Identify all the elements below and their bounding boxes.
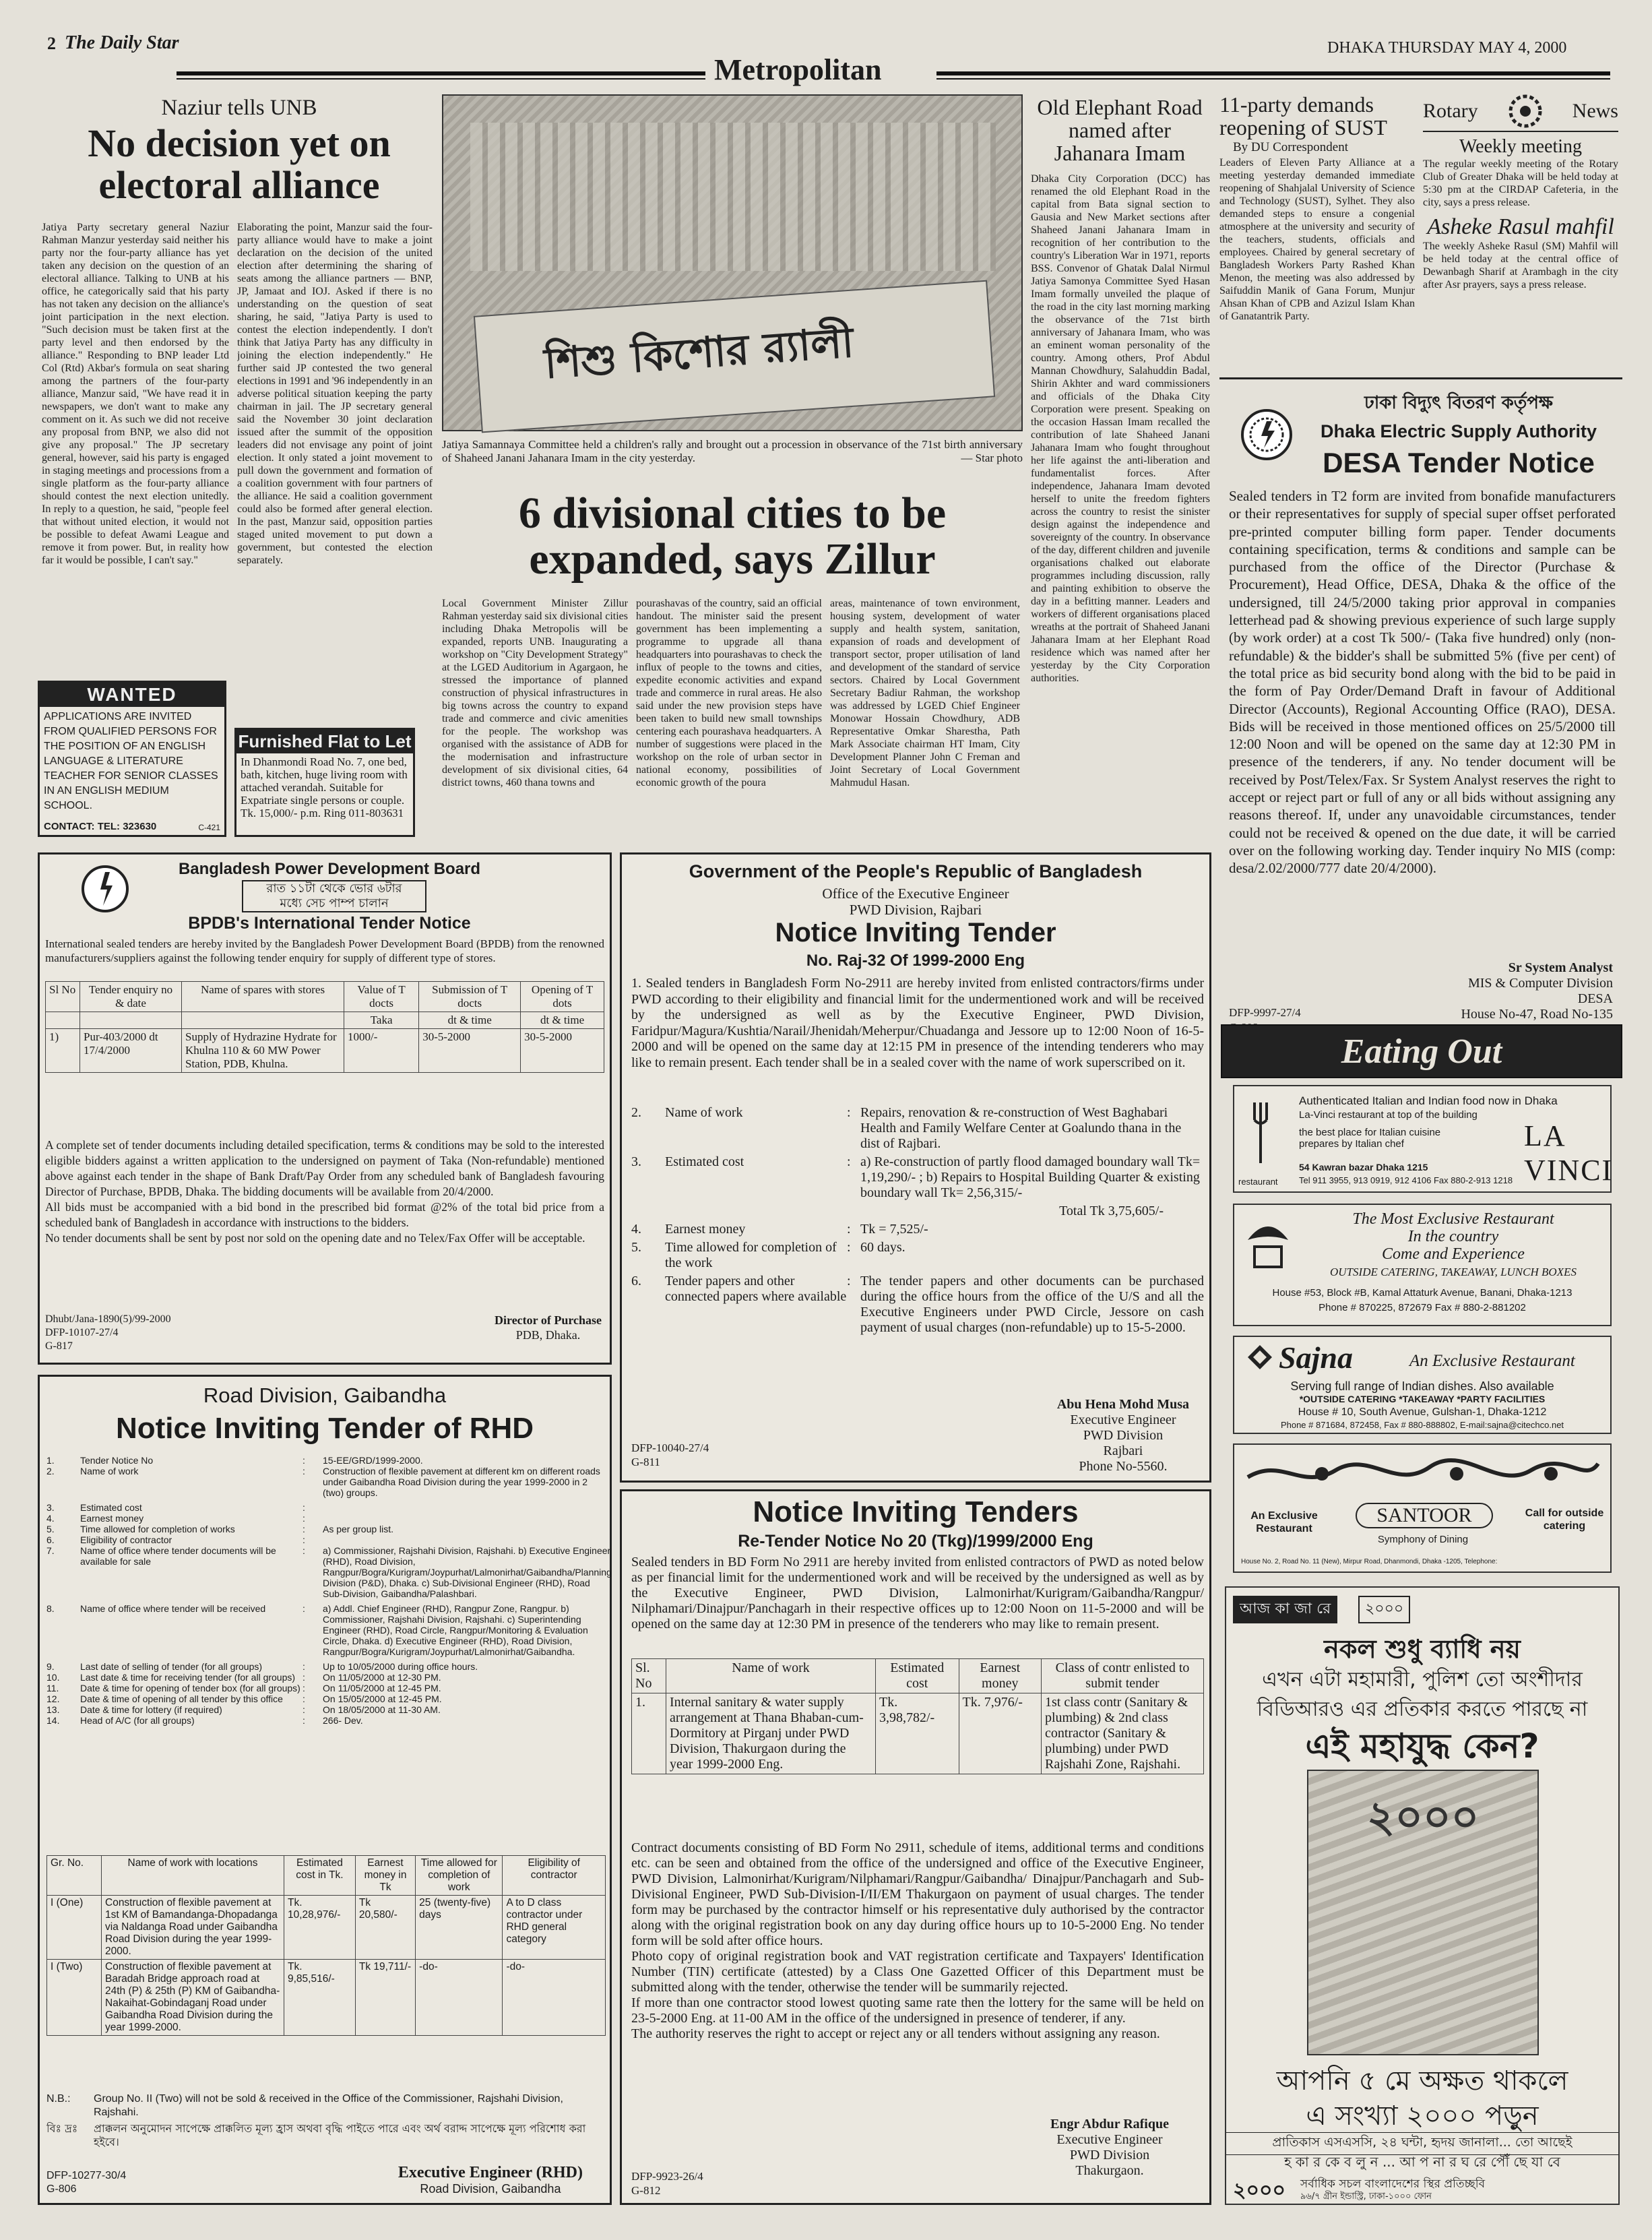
notice-para: 1. Sealed tenders in Bangladesh Form No-2911 are hereby invited from enlisted contractors/firms under PWD according to their eligibility and financial limit for the undermentioned work and will be received by the undersigned as well as by the Executive Engineer, PWD Division, Faridpur/Magura/Kushtia/Narail/Jhenidah/Meherpur/Chuadanga and Jessore up to 12:00 Noon of 16-5-2000 and will be opened on the same day at 12:15 PM in presence of the intending tenderers who may like to remain present. Each tender shall be in a sealed cover with the name of work superscribed on it.: [631, 976, 1204, 1070]
bpdb-bangla-slogan: রাত ১১টা থেকে ভোর ৬টার মধ্যে সেচ পাম্প চালান: [242, 880, 426, 912]
rhd-signer-place: Road Division, Gaibandha: [420, 2182, 561, 2196]
santoor-right: Call for outside catering: [1525, 1507, 1604, 1532]
paper-name: The Daily Star: [65, 32, 179, 53]
lavinci-addr: 54 Kawran bazar Dhaka 1215: [1299, 1162, 1428, 1173]
desa-title: DESA Tender Notice: [1323, 447, 1595, 478]
page-number: 2: [47, 34, 56, 53]
notice-ref: DFP-9923-26/4: [631, 2170, 703, 2183]
rhd-ref: DFP-10277-30/4: [46, 2170, 127, 2181]
table-subheader: Taka: [344, 1012, 419, 1029]
notice-ref: DFP-10040-27/4: [631, 1441, 709, 1454]
shahnaz-ad: [1233, 1204, 1612, 1326]
notice-title: Notice Inviting Tenders: [753, 1495, 1079, 1528]
story-headline: No decision yet on electoral alliance: [88, 121, 391, 207]
notice-number: No. Raj-32 Of 1999-2000 Eng: [806, 952, 1025, 970]
fork-icon: [1250, 1096, 1271, 1170]
story-column: Dhaka City Corporation (DCC) has renamed the old Elephant Road in the capital from Bata signal section to Gausia and New Market sections after Shaheed Janani Jahanara Imam in recognition of her contribution to the country's Liberation War in 1971, reports BSS. Convenor of Ghatak Dalal Nirmul Jatiya Samonya Committee Syed Hasan Imam formally unveiled the plaque of the road in the city last morning marking the observance of the 71st birth anniversary of Jahanara Imam, who was an eminent woman personality of the country. Among others, Prof Abdul Mannan Chowdhury, Salahuddin Badal, Shirin Akhter and ward commissioners and officials of the Dhaka City Corporation were present. Speaking on the occasion Hassan Imam recalled the contribution of late Shaheed Janani Jahanara Imam who fought throughout her life against the anti-liberation and fundamentalist forces. After independence, Jahanara Imam devoted herself to unite the freedom fighters across the country to resist the sinister design against the independence and sovereignty of the country. In observance of the day, different children and juvenile organisations chalked out elaborate programmes including discussion, rally and painting exhibition to observe the day in a befitting manner. Leaders and workers of different organisations placed wreaths at the portrait of Shaheed Janani Jahanara Imam at her Elephant Road residence which was named after her yesterday by the City Corporation authorities.: [1031, 173, 1210, 684]
shahnaz-phone: Phone # 870225, 872679 Fax # 880-2-881202: [1319, 1302, 1526, 1313]
dateline: DHAKA THURSDAY MAY 4, 2000: [1327, 39, 1567, 57]
desa-bangla-title: ঢাকা বিদ্যুৎ বিতরণ কর্তৃপক্ষ: [1364, 393, 1553, 413]
desa-logo-icon: [1240, 408, 1294, 462]
story-kicker: Naziur tells UNB: [161, 96, 317, 120]
bpdb-table: [45, 981, 604, 1073]
santoor-sub: Symphony of Dining: [1377, 1534, 1469, 1545]
year-tag: ২০০০: [1358, 1596, 1410, 1623]
signer-place: Rajbari: [1103, 1443, 1143, 1458]
table-header: Class of contr enlisted to submit tender: [1042, 1659, 1204, 1693]
bpdb-title: BPDB's International Tender Notice: [188, 914, 471, 933]
santoor-left: An Exclusive Restaurant: [1250, 1510, 1318, 1534]
desa-body: Sealed tenders in T2 form are invited from bonafide manufacturers or their representatives for supply of special super offset perforated pre-printed computer billing form paper. Tender documents containing specification, terms & conditions and sample can be purchased from the office of the Director (Purchase & Procurement), Head Office, DESA, Dhaka & the office of the undersigned, till 24/5/2000 taking prior approval in companies letterhead pad & showing previous experience of such large supply (by work order) at a cost Tk 500/- (Taka five hundred) only (non-refundable) & the bidder's shall be submitted 5% (five per cent) of the total price as bid security bond along with the bid to be paid in the form of Pay Order/Demand Draft in favour of Additional Director (Accounts), Regional Accounting Office (RAO), DESA. Bids will be received in those mentioned offices on 25/5/2000 till 12:00 Noon and will be opened on the same day at 12:30 PM in presence of the tenderers, if any. No tender document will be received by Post/Telex/Fax. Sr System Analyst reserves the right to accept or reject part or full of any or all bids without assigning any reasons thereof. If, under any unavoidable circumstances, tender could not be received & opened on the due date, it will be carried over on the following working day. Tender inquiry No MIS (comp: desa/2.02/2000/777 date 20/4/2000).: [1229, 488, 1616, 877]
table-header: Eligibility of contractor: [503, 1856, 606, 1896]
list-item: 13. Date & time for lottery (if required) : On 18/05/2000 at 11-30 AM.: [46, 1704, 441, 1715]
table-header: Gr. No.: [47, 1856, 102, 1896]
eating-out-banner: [1221, 1024, 1622, 1078]
notice-para: Sealed tenders in BD Form No 2911 are hereby invited from enlisted contractors of PWD as noted below as per financial limit for the undermentioned work and will be received by the undersigned as well as by the Executive Engineer, PWD Division, Lalmonirhat/Kurigram/Gaibandha/Rangpur/ Nilphamari/Dinajpur/Panchagarh in their respective offices up to 12:00 Noon on 11-5-2000 and will be opened on the same day at 12:30 PM in presence of the tenderers who may like to remain present.: [631, 1555, 1204, 1631]
headline-line: এ সংখ্যা ২০০০ পড়ুন: [1306, 2101, 1539, 2132]
list-item: 14. Head of A/C (for all groups) : 266- Dev.: [46, 1715, 363, 1726]
list-item: 9. Last date of selling of tender (for all groups) : Up to 10/05/2000 during office hours.: [46, 1661, 478, 1672]
rotary-meeting-title: Weekly meeting: [1459, 136, 1582, 157]
table-header: Opening of T dots: [521, 982, 604, 1012]
signer-place: Thakurgaon.: [1075, 2163, 1144, 2178]
signer-title: Executive Engineer: [1070, 1412, 1176, 1427]
table-row: 1. Internal sanitary & water supply arrangement at Thana Bhaban-cum-Dormitory at Pirganj under PWD Division, Thakurgaon during the year 1999-2000 Eng. Tk. 3,98,782/- Tk. 7,976/- 1st class contr (Sanitary & plumbing) & 2nd class contractor (Sanitary & plumbing) under PWD Rajshahi Zone, Rajshahi.: [632, 1693, 1204, 1774]
table-header: Tender enquiry no & date: [80, 982, 182, 1012]
footer-text: সর্বাধিক সচল বাংলাদেশের স্থির প্রতিচ্ছবি: [1300, 2177, 1486, 2191]
signer-phone: Phone No-5560.: [1079, 1459, 1168, 1474]
section-title: Metropolitan: [714, 53, 882, 86]
story-column: Elaborating the point, Manzur said the four-party alliance would have to make a joint declaration on the decision of the united election after determining the sharing of seats among the alliance partners — BNP, JP, Jamaat and IOJ. Asked if there is no understanding on the question of seat sharing, he said, "Jatiya Party is used to contest the election independently. I don't think that Jatiya Party has any difficulty in joining the election independently." He further said JP contested the two general elections in 1991 and '96 independently in an adverse political situation keeping the party chairman in jail. The JP secretary general said the November 30 joint declaration issued after the summit of the opposition leaders did not envisage any point of joint election. It only stated a joint movement to pull down the government and formation of a coalition government with four partners of the alliance. He said a coalition government could also be formed after general election. In the past, Manzur said, opposition parties staged united movement to put down a government, but contested the election separately.: [237, 222, 433, 566]
table-header: Name of work with locations: [102, 1856, 284, 1896]
sajna-tagline: An Exclusive Restaurant: [1409, 1352, 1575, 1370]
bpdb-code: G-817: [45, 1340, 73, 1352]
table-header: Name of spares with stores: [182, 982, 344, 1012]
rhd-group-table: [46, 1855, 606, 2036]
rotary-wheel-icon: [1508, 94, 1542, 128]
table-row: I (Two) Construction of flexible pavement at Baradah Bridge approach road at 24th (P) & 25th (P) KM of Gaibandha-Nakaihat-Gobindaganj Road under Gaibandha Road Division during the year 1999-2000. Tk. 9,85,516/- Tk 19,711/- -do- -do-: [47, 1960, 606, 2036]
desa-authority: Dhaka Electric Supply Authority: [1320, 421, 1597, 441]
rally-photo: [442, 94, 1023, 431]
bpdb-board: Bangladesh Power Development Board: [178, 860, 481, 878]
photo-caption: Jatiya Samannaya Committee held a children's rally and brought out a procession in observance of the 71st birth anniversary of Shaheed Janani Jahanara Imam in the city yesterday. — Star photo: [442, 438, 1023, 464]
table-subheader: dt & time: [521, 1012, 604, 1029]
rhd-division: Road Division, Gaibandha: [203, 1383, 447, 1407]
list-item: 4. Earnest money : Tk = 7,525/-: [631, 1222, 928, 1237]
desa-signer-addr: House No-47, Road No-135: [1461, 1007, 1613, 1022]
signer-dept: PWD Division: [1069, 2148, 1150, 2163]
headline-line: এখন এটা মহামারী, পুলিশ তো অংশীদার: [1262, 1668, 1583, 1691]
bangla-note: বিঃ দ্রঃ প্রাক্কলন অনুমোদন সাপেক্ষে প্রাক্কলিত মূল্য হ্রাস অথবা বৃদ্ধি পাইতে পারে এবং অর্থ বরাদ্দ সাপেক্ষে মূল্য পরিশোধ করা হইবে।: [46, 2122, 586, 2148]
table-header: Submission of T docts: [419, 982, 521, 1012]
nb-note: N.B.: Group No. II (Two) will not be sold & received in the Office of the Commissioner, Rajshahi Division, Rajshahi.: [46, 2093, 563, 2118]
story-headline: 11-party demands reopening of SUST: [1219, 92, 1387, 139]
notice-para: The authority reserves the right to accept or reject any or all tenders without assigning any reason.: [631, 2026, 1160, 2041]
notice-para: If more than one contractor stood lowest quoting same rate then the lottery for the same will be held on 23-5-2000 Eng. at 11-00 AM in the office of the undersigned in presence of tenderer, if any.: [631, 1995, 1204, 2026]
story-byline: By DU Correspondent: [1233, 140, 1348, 154]
bpdb-logo-icon: [80, 864, 130, 914]
list-item: 5. Time allowed for completion of the work : 60 days.: [631, 1240, 906, 1270]
list-item: 2. Name of work : Repairs, renovation & re-construction of West Baghabari Health and Family Welfare Center at Goalundo thana in the dist of Rajbari.: [631, 1105, 1182, 1151]
lavinci-ad: [1233, 1085, 1612, 1193]
govt-title: Government of the People's Republic of Bangladesh: [689, 861, 1143, 881]
rotary-label: Rotary: [1423, 100, 1478, 122]
subline: প্রাতিকাস এসএসসি, ২৪ ঘন্টা, হৃদয় জানালা... তো আছেই: [1226, 2132, 1618, 2155]
shahnaz-addr: House #53, Block #B, Kamal Attaturk Avenue, Banani, Dhaka-1213: [1272, 1287, 1572, 1299]
sajna-line: Serving full range of Indian dishes. Also available: [1290, 1379, 1554, 1393]
list-item: 12. Date & time of opening of all tender by this office : On 15/05/2000 at 12-45 PM.: [46, 1693, 442, 1704]
santoor-name: SANTOOR: [1356, 1503, 1493, 1528]
list-item: 1. Tender Notice No : 15-EE/GRD/1999-2000.: [46, 1455, 423, 1466]
pwd-thakurgaon-tender: [620, 1489, 1211, 2205]
ajker-bazar-tag: আজ কা জা রে: [1233, 1596, 1337, 1623]
list-item: 6. Eligibility of contractor :: [46, 1534, 305, 1545]
headline-line: আপনি ৫ মে অক্ষত থাকলে: [1276, 2065, 1568, 2096]
wanted-ad: [38, 681, 226, 837]
table-header: Earnest money: [959, 1659, 1041, 1693]
sajna-name: Sajna: [1279, 1340, 1353, 1375]
list-item: 4. Earnest money :: [46, 1513, 305, 1524]
list-item: Total Tk 3,75,605/-: [1059, 1204, 1164, 1218]
story-column: Local Government Minister Zillur Rahman yesterday said six divisional cities including Dhaka Metropolis will be expanded, reports UNB. Inaugurating a workshop on "City Development Strategy" at the LGED Auditorium in Agargaon, he stressed the importance of planned construction of physical infrastructures in big towns across the country to expand trade and commerce and civic amenities for the people. The workshop was organised with the assistance of ADB for the modernisation and infrastructure development of six divisional cities, 64 district towns, 460 thana towns and: [442, 598, 628, 788]
story-column: Leaders of Eleven Party Alliance at a meeting yesterday demanded immediate reopening of Shahjalal University of Science and Technology (SUST), Sylhet. They also demanded steps to ensure a congenial atmosphere at the university and security of the teachers, students, officials and employees. Chaired by general secretary of Bangladesh Workers Party Rashed Khan Menon, the meeting was also addressed by Saifuddin Manik of Gana Forum, Munjur Ahsan Khan of CPB and Azizul Islam Khan of Ganatantrik Party.: [1219, 157, 1415, 322]
shahnaz-tagline: Come and Experience: [1382, 1245, 1525, 1263]
bpdb-ref: Dhubt/Jana-1890(5)/99-2000: [45, 1313, 171, 1325]
notice-para: Photo copy of original registration book and VAT registration certificate and Taxpayers' Identification Number (TIN) certificate (attested) by a Class One Gazetted Officer of this Department must be submitted along with the tender, otherwise the tender will be summarily rejected.: [631, 1949, 1204, 1995]
santoor-ad: [1233, 1443, 1612, 1573]
mahfil-title: Asheke Rasul mahfil: [1427, 214, 1614, 239]
headline-line: বিডিআরও এর প্রতিকার করতে পারছে না: [1257, 1698, 1588, 1721]
table-header: Time allowed for completion of work: [416, 1856, 503, 1896]
table-header: Value of T docts: [344, 982, 419, 1012]
table-row: 1) Pur-403/2000 dt 17/4/2000 Supply of Hydrazine Hydrate for Khulna 110 & 60 MW Power Station, PDB, Khulna. 1000/- 30-5-2000 30-5-2000: [46, 1029, 604, 1073]
notice-para: Contract documents consisting of BD Form No 2911, schedule of items, additional terms and conditions etc. can be seen and obtained from the office of the undersigned and office of the Executive Engineer, PWD Division, Lalmonirhat/Kurigram/Nilphamari/Rangpur/Gaibandha/ Dinajpur/Panchagarh and Sub-Divisional Engineer, PWD Sub-Division-I/II/EM Thakurgaon on payment of usual charges. The tender form may be purchased by the contractor himself or his representative duly authorised by the contractor along with the original registration book on any day during office hours up to 10-5-2000 Eng. No tender form will be sold after office hours.: [631, 1840, 1204, 1948]
table-header: Estimated cost in Tk.: [284, 1856, 356, 1896]
bpdb-para: All bids must be accompanied with a bid bond in the prescribed bid format @2% of the total bid price from a scheduled bank of Bangladesh in accordance with instructions to the bidders.: [45, 1200, 604, 1229]
lavinci-line: La-Vinci restaurant at top of the building: [1299, 1109, 1478, 1121]
headline-line: নকল শুধু ব্যাধি নয়: [1324, 1634, 1521, 1664]
bpdb-signer-place: PDB, Dhaka.: [515, 1328, 581, 1342]
desa-signer: Sr System Analyst: [1508, 960, 1613, 975]
list-item: 3. Estimated cost : a) Re-construction of partly flood damaged boundary wall Tk= 1,19,290/- ; b) Repairs to Hospital Building Quarter & existing boundary wall Tk= 2,56,315/-: [631, 1154, 1201, 1200]
sajna-line: Phone # 871684, 872458, Fax # 880-888802, E-mail:sajna@citechco.net: [1280, 1420, 1564, 1430]
notice-code: G-811: [631, 1456, 660, 1468]
bpdb-tender-notice: [38, 852, 612, 1365]
table-header: Sl. No: [632, 1659, 666, 1693]
eating-out-title: Eating Out: [1341, 1032, 1502, 1071]
santoor-addr: House No. 2, Road No. 11 (New), Mirpur Road, Dhanmondi, Dhaka -1205, Telephone:: [1241, 1558, 1498, 1565]
table-header: Estimated cost: [876, 1659, 959, 1693]
rotary-meeting-body: The regular weekly meeting of the Rotary Club of Greater Dhaka will be held today at 5:30 pm at the CIRDAP Cafeteria, in the city, says a press release.: [1423, 158, 1618, 208]
restaurant-logo-icon: [1241, 1213, 1295, 1274]
ad-code: C-421: [198, 823, 220, 832]
story-column: Jatiya Party secretary general Naziur Rahman Manzur yesterday said neither his party nor the four-party alliance has yet taken any decision on the question of an electoral alliance. Talking to UNB at his office, he categorically said that his party has not taken any decision on the alliance's joint participation in the next election. "Such decision must be taken first at the party level and then endorsed by the alliance." Responding to BNP leader Ltd Col (Rtd) Akbar's formula on seat sharing among the partners of the four-party alliance, Manzur said, "We have read it in newspapers, we don't want to make any comment on it. As such we did not receive any proposal from BNP, we also did not give any proposal." The JP secretary general, however, said his party is engaged in staging meetings and processions from a single platform as the four-party alliance should contest the next election unitedly. In reply to a question, he said, "people feel that without united election, it would not be possible to defeat Awami League and remove it from power. But, in reality how far it would be possible, I can't say.": [42, 222, 229, 566]
flat-body: In Dhanmondi Road No. 7, one bed, bath, kitchen, huge living room with attached verandah. Suitable for Expatriate single persons or couple. Tk. 15,000/- p.m. Ring 011-803631: [241, 755, 408, 819]
notice-number: Re-Tender Notice No 20 (Tkg)/1999/2000 Eng: [738, 1532, 1093, 1551]
list-item: 10. Last date & time for receiving tender (for all groups) : On 11/05/2000 at 12-30 PM.: [46, 1672, 441, 1683]
list-item: 2. Name of work : Construction of flexible pavement at different km on different roads under Gaibandha Road Division during the year 1999-2000 in 2 (two) groups.: [46, 1466, 600, 1498]
signer-name: Abu Hena Mohd Musa: [1056, 1397, 1189, 1412]
rotary-news: [1423, 94, 1618, 371]
bpdb-signer: Director of Purchase: [495, 1313, 602, 1327]
list-item: 7. Name of office where tender documents will be available for sale : a) Commissioner, Rajshahi Division, Rajshahi. b) Executive Engineer (RHD), Road Division, Rangpur/Bogra/Kurigram/Joypurhat/Lalmonirhat/Gaibandha/Planning Division (P&D), Dhaka. c) Sub-Divisional Engineer (RHD), Road Sub-Division, Gaibandha/Palashbari.: [46, 1545, 612, 1599]
rhd-title: Notice Inviting Tender of RHD: [115, 1412, 534, 1445]
flat-title: Furnished Flat to Let: [236, 730, 413, 753]
thakurgaon-table: [631, 1658, 1204, 1774]
desa-ref: DFP-9997-27/4: [1229, 1006, 1301, 1019]
wanted-title: WANTED: [40, 683, 224, 707]
bpdb-para: No tender documents shall be sent by post nor sold on the opening date and no Telex/Fax Offer will be acceptable.: [45, 1231, 585, 1245]
lavinci-name: LA VINCI: [1524, 1119, 1614, 1187]
story-column: areas, maintenance of town environment, housing system, development of water supply and health system, sanitation, expansion of roads and development of transport sector, proper utilisation of land and development of the standard of service sectors. Chaired by Local Government Secretary Badiur Rahman, the workshop was addressed by LGED Chief Engineer Monowar Hossain Chowdhury, ADB Representative Omkar Sharestha, Path Mark Associate chairman HT Imam, City Development Planner John C Freman and Joint Secretary of Local Government Mahmudul Hasan.: [830, 598, 1020, 788]
list-item: 8. Name of office where tender will be received : a) Addl. Chief Engineer (RHD), Rangpur Zone, Rangpur. b) Commissioner, Rajshahi Division, Rajshahi. c) Superintending Engineer (RHD), Road Circle, Rangpur/Monitoring & Evaluation Circle, Dhaka. d) Executive Engineer (RHD), Road Division, Rangpur/Bogra/Kurigram/Joypurhat/Lalmonirhat/Gaibandha.: [46, 1603, 588, 1657]
wanted-contact: CONTACT: TEL: 323630: [44, 821, 157, 832]
rhd-code: G-806: [46, 2183, 77, 2195]
story-column: pourashavas of the country, said an official handout. The minister said the present government has been implementing a programme to upgrade all thana headquarters into pourashavas to check the influx of people to the towns and cities, expedite economic activities and expand trade and commerce in rural areas. He also said under the new provision steps have been taken to build new small townships centering each pourashava headquarters. A number of suggestions were placed in the workshop on the role of urban sector in national economy, possibilities of economic growth of the poura: [636, 598, 822, 788]
shahnaz-services: OUTSIDE CATERING, TAKEAWAY, LUNCH BOXES: [1330, 1266, 1577, 1278]
flat-to-let-ad: [234, 728, 415, 837]
sajna-logo-icon: [1246, 1344, 1273, 1371]
table-header: Earnest money in Tk: [355, 1856, 415, 1896]
subline: হ কা র কে ব লু ন ... আ প না র ঘ রে পৌঁ ছে যা বে: [1284, 2154, 1560, 2170]
notice-title: Notice Inviting Tender: [775, 918, 1056, 947]
banner-text: শিশু কিশোর র‍্যালী: [542, 317, 856, 388]
photo-credit: — Star photo: [961, 452, 1023, 464]
signer-name: Engr Abdur Rafique: [1050, 2117, 1169, 2132]
shahnaz-tagline: In the country: [1407, 1228, 1499, 1245]
story-headline: Old Elephant Road named after Jahanara Imam: [1037, 95, 1203, 165]
magazine-ad: [1225, 1586, 1620, 2205]
signer-title: Executive Engineer: [1056, 2132, 1163, 2147]
list-item: 6. Tender papers and other connected papers where available : The tender papers and other documents can be purchased during the office hours from the office of the U/S and all the Executive Engineers under PWD Circle, Jessore on cash payment of usual charges (non-refundable) up to 15-5-2000.: [631, 1274, 1204, 1335]
lavinci-label: restaurant: [1238, 1177, 1278, 1187]
sajna-line: *OUTSIDE CATERING *TAKEAWAY *PARTY FACILITIES: [1299, 1394, 1546, 1404]
footer-addr: ৯৬/৭ গ্রীন ইন্ডাস্ট্রি, ঢাকা-১০০০ ফোন: [1300, 2191, 1432, 2202]
lavinci-line: Authenticated Italian and Indian food now in Dhaka: [1299, 1094, 1558, 1107]
desa-tender-notice: [1219, 377, 1622, 1071]
story-headline: 6 divisional cities to be expanded, says Zillur: [518, 489, 947, 584]
table-subheader: dt & time: [419, 1012, 521, 1029]
desa-signer-dept: MIS & Computer Division: [1467, 976, 1613, 991]
headline-line: এই মহাযুদ্ধ কেন?: [1305, 1726, 1539, 1766]
lavinci-tel: Tel 911 3955, 913 0919, 912 4106 Fax 880-2-913 1218: [1299, 1175, 1513, 1185]
shahnaz-tagline: The Most Exclusive Restaurant: [1352, 1210, 1554, 1228]
magazine-cover: [1307, 1770, 1539, 2055]
lavinci-line: the best place for Italian cuisine prepares by Italian chef: [1299, 1127, 1441, 1150]
news-label: News: [1572, 100, 1618, 122]
table-header: Name of work: [666, 1659, 876, 1693]
wanted-body: APPLICATIONS ARE INVITED FROM QUALIFIED PERSONS FOR THE POSITION OF AN ENGLISH LANGUAGE & LITERATURE TEACHER FOR SENIOR CLASSES IN AN ENGLISH MEDIUM SCHOOL.: [44, 711, 218, 811]
mahfil-body: The weekly Asheke Rasul (SM) Mahfil will be held today at the central office of Dewanbagh Sharif at Arambagh in the city after Asr prayers, says a press release.: [1423, 241, 1618, 290]
sajna-ad: [1233, 1336, 1612, 1434]
notice-code: G-812: [631, 2184, 661, 2197]
bpdb-para: A complete set of tender documents including detailed specification, terms & conditions may be sold to the interested eligible bidders against a written application to the undersigned on payment of Taka (Non-refundable) mentioned above against each tender in the shape of Bank Draft/Pay Order from any scheduled bank of Bangladesh favouring Director of Purchase, BPDB, Dhaka. The bidding documents will be available from 20/4/2000.: [45, 1138, 604, 1198]
bpdb-ref: DFP-10107-27/4: [45, 1327, 119, 1338]
pwd-rajbari-tender: [620, 852, 1211, 1483]
bpdb-intro: International sealed tenders are hereby invited by the Bangladesh Power Development Board (BPDB) from the renowned manufacturers/suppliers against the following tender enquiry for supply of different type of stores.: [45, 937, 604, 964]
santoor-instrument-icon: [1241, 1450, 1605, 1497]
table-header: Sl No: [46, 982, 80, 1012]
signer-dept: PWD Division: [1083, 1428, 1164, 1443]
rhd-tender-notice: [38, 1375, 612, 2205]
office-title: Office of the Executive Engineer: [822, 885, 1009, 902]
list-item: 5. Time allowed for completion of works : As per group list.: [46, 1524, 394, 1534]
sajna-line: House # 10, South Avenue, Gulshan-1, Dhaka-1212: [1298, 1406, 1547, 1418]
list-item: 11. Date & time for opening of tender box (for all groups) : On 11/05/2000 at 12-45 PM.: [46, 1683, 441, 1693]
table-row: I (One) Construction of flexible pavement at 1st KM of Bamandanga-Dhopadanga via Naldanga Road under Gaibandha Road Division during the year 1999-2000. Tk. 10,28,976/- Tk 20,580/- 25 (twenty-five) days A to D class contractor under RHD general category: [47, 1896, 606, 1960]
footer-brand: ২০০০: [1233, 2179, 1286, 2202]
division-title: PWD Division, Rajbari: [849, 902, 982, 918]
rhd-signer: Executive Engineer (RHD): [398, 2164, 583, 2181]
cover-title: ২০০০: [1366, 1793, 1480, 1842]
list-item: 3. Estimated cost :: [46, 1502, 305, 1513]
desa-signer-org: DESA: [1577, 991, 1613, 1006]
